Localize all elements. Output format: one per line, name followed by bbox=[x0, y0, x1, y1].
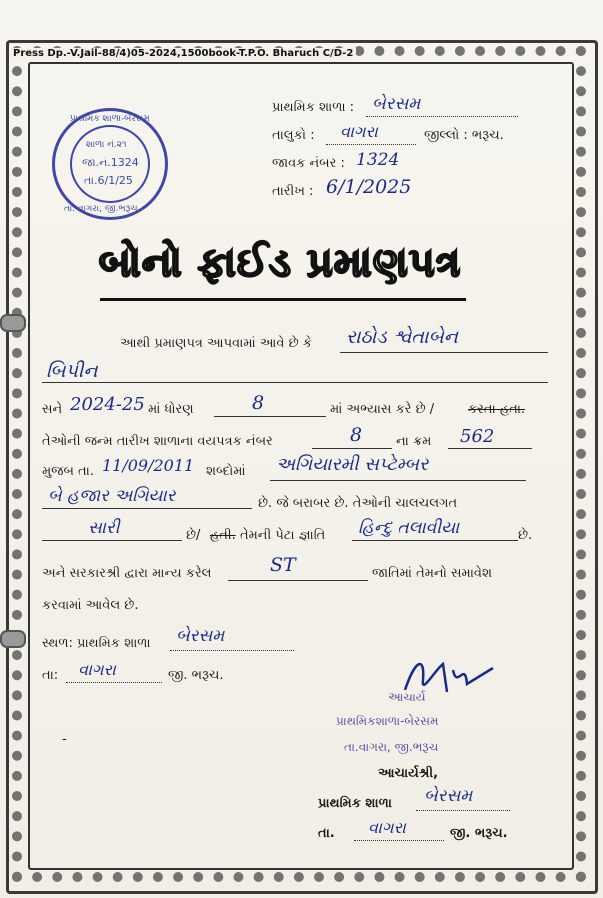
taluka-value: વાગરા bbox=[340, 122, 378, 141]
subcaste-line bbox=[352, 540, 518, 541]
student-father-name: બિપીન bbox=[46, 360, 98, 382]
sig-school-dots bbox=[416, 810, 510, 811]
struck-conduct: હતી. bbox=[210, 528, 236, 543]
dob-prefix: મુજબ તા. bbox=[42, 464, 94, 479]
conduct-text: છે. જે બરાબર છે. તેઓની ચાલચલગત bbox=[258, 496, 458, 511]
dob-words-1: અગિયારમી સપ્ટેમ્બર bbox=[276, 454, 429, 475]
date-value: 6/1/2025 bbox=[326, 176, 412, 198]
school-value: બેરસમ bbox=[372, 94, 421, 114]
category-value: ST bbox=[270, 554, 296, 576]
dob-value: 11/09/2011 bbox=[102, 456, 195, 475]
stamp-bottom-text: તા. વાગરા, જી.ભરૂચ bbox=[64, 204, 138, 214]
subcaste-label: તેમની પેટા જ્ઞાતિ bbox=[240, 528, 326, 543]
punch-hole-bottom bbox=[0, 630, 26, 648]
register-no: 8 bbox=[350, 424, 363, 446]
category-label: અને સરકારશ્રી દ્વારા માન્ય કરેલ bbox=[42, 566, 212, 581]
conduct-suffix: છે/ bbox=[186, 528, 201, 543]
certificate-title: બોનો ફાઈડ પ્રમાણપત્ર bbox=[98, 240, 462, 286]
stamp-line-3: તા.6/1/25 bbox=[84, 174, 133, 187]
category-suffix: જાતિમાં તેમનો સમાવેશ bbox=[372, 566, 492, 581]
sig-taluka-dots bbox=[354, 840, 444, 841]
kram-line bbox=[448, 448, 532, 449]
school-dots bbox=[366, 116, 518, 117]
date-label: તારીખ : bbox=[272, 184, 314, 199]
title-underline bbox=[100, 298, 466, 301]
name-line bbox=[340, 352, 548, 353]
conduct-value: સારી bbox=[88, 518, 120, 538]
sig-taluka-value: વાગરા bbox=[368, 818, 406, 837]
place-value: બેરસમ bbox=[176, 626, 225, 646]
std-label: માં ધોરણ bbox=[148, 402, 194, 417]
dob-words-2: બે હજાર અગિયાર bbox=[48, 486, 176, 506]
kram-value: 562 bbox=[460, 426, 495, 447]
sig-district: જી. ભરૂચ. bbox=[450, 826, 508, 841]
kram-label: ના ક્રમ bbox=[396, 434, 432, 449]
place-taluka-dots bbox=[66, 682, 162, 683]
struck-past: કરતા હતા. bbox=[468, 402, 526, 417]
student-name: રાઠોડ શ્વેતાબેન bbox=[346, 326, 458, 348]
subcaste-end: છે. bbox=[518, 528, 533, 543]
in-words-label: શબ્દોમાં bbox=[206, 464, 246, 479]
principal-title: આચાર્યશ્રી, bbox=[378, 766, 439, 781]
stamp-line-1: શાળા નં.૨૧ bbox=[86, 140, 127, 150]
seal-line-0: આચાર્ય bbox=[388, 690, 426, 704]
dash-mark: - bbox=[62, 732, 67, 747]
place-district: જી. ભરૂચ. bbox=[168, 668, 224, 683]
press-line: Press Dp.-V.Jail-88/4)05-2024,1500book-T.P.O. Bharuch C/D-2 bbox=[10, 48, 356, 59]
sig-school-label: પ્રાથમિક શાળા bbox=[318, 796, 392, 811]
subcaste-value: હિન્દુ તલાવીયા bbox=[358, 518, 460, 538]
school-label: પ્રાથમિક શાળા : bbox=[272, 100, 355, 115]
stamp-ring-text: પ્રાથમિક શાળા-બેરસમ bbox=[70, 114, 150, 124]
taluka-dots bbox=[326, 144, 416, 145]
place-dots bbox=[170, 650, 294, 651]
study-text: માં અભ્યાસ કરે છે / bbox=[330, 402, 435, 417]
category-line bbox=[228, 580, 368, 581]
closing-text: કરવામાં આવેલ છે. bbox=[42, 598, 139, 613]
std-value: 8 bbox=[252, 392, 265, 414]
academic-year: 2024-25 bbox=[70, 394, 145, 415]
place-taluka-label: તા: bbox=[42, 668, 59, 683]
conduct-line bbox=[42, 540, 182, 541]
place-taluka-value: વાગરા bbox=[78, 660, 116, 679]
dob-words-line bbox=[270, 480, 526, 481]
register-line bbox=[312, 448, 392, 449]
sig-school-value: બેરસમ bbox=[424, 786, 473, 806]
sig-taluka-label: તા. bbox=[318, 826, 335, 841]
stamp-line-2: જા.નં.1324 bbox=[82, 156, 139, 169]
punch-hole-top bbox=[0, 314, 26, 332]
seal-line-1: પ્રાથમિકશાળા-બેરસમ bbox=[336, 714, 439, 728]
place-label: સ્થળ: પ્રાથમિક શાળા bbox=[42, 636, 151, 651]
dob-register-text: તેઓની જન્મ તારીખ શાળાના વયપત્રક નંબર bbox=[42, 434, 273, 449]
body-intro: આથી પ્રમાણપત્ર આપવામાં આવે છે કે bbox=[120, 336, 312, 351]
father-line bbox=[42, 382, 548, 383]
outward-value: 1324 bbox=[356, 150, 400, 170]
dob-words2-line bbox=[42, 508, 252, 509]
outward-label: જાવક નંબર : bbox=[272, 156, 345, 171]
std-line bbox=[214, 416, 326, 417]
district-label: જીલ્લો : ભરૂચ. bbox=[424, 128, 504, 143]
seal-line-2: તા.વાગરા, જી.ભરૂચ bbox=[344, 740, 439, 754]
year-label: સને bbox=[42, 402, 63, 417]
taluka-label: તાલુકો : bbox=[272, 128, 315, 143]
